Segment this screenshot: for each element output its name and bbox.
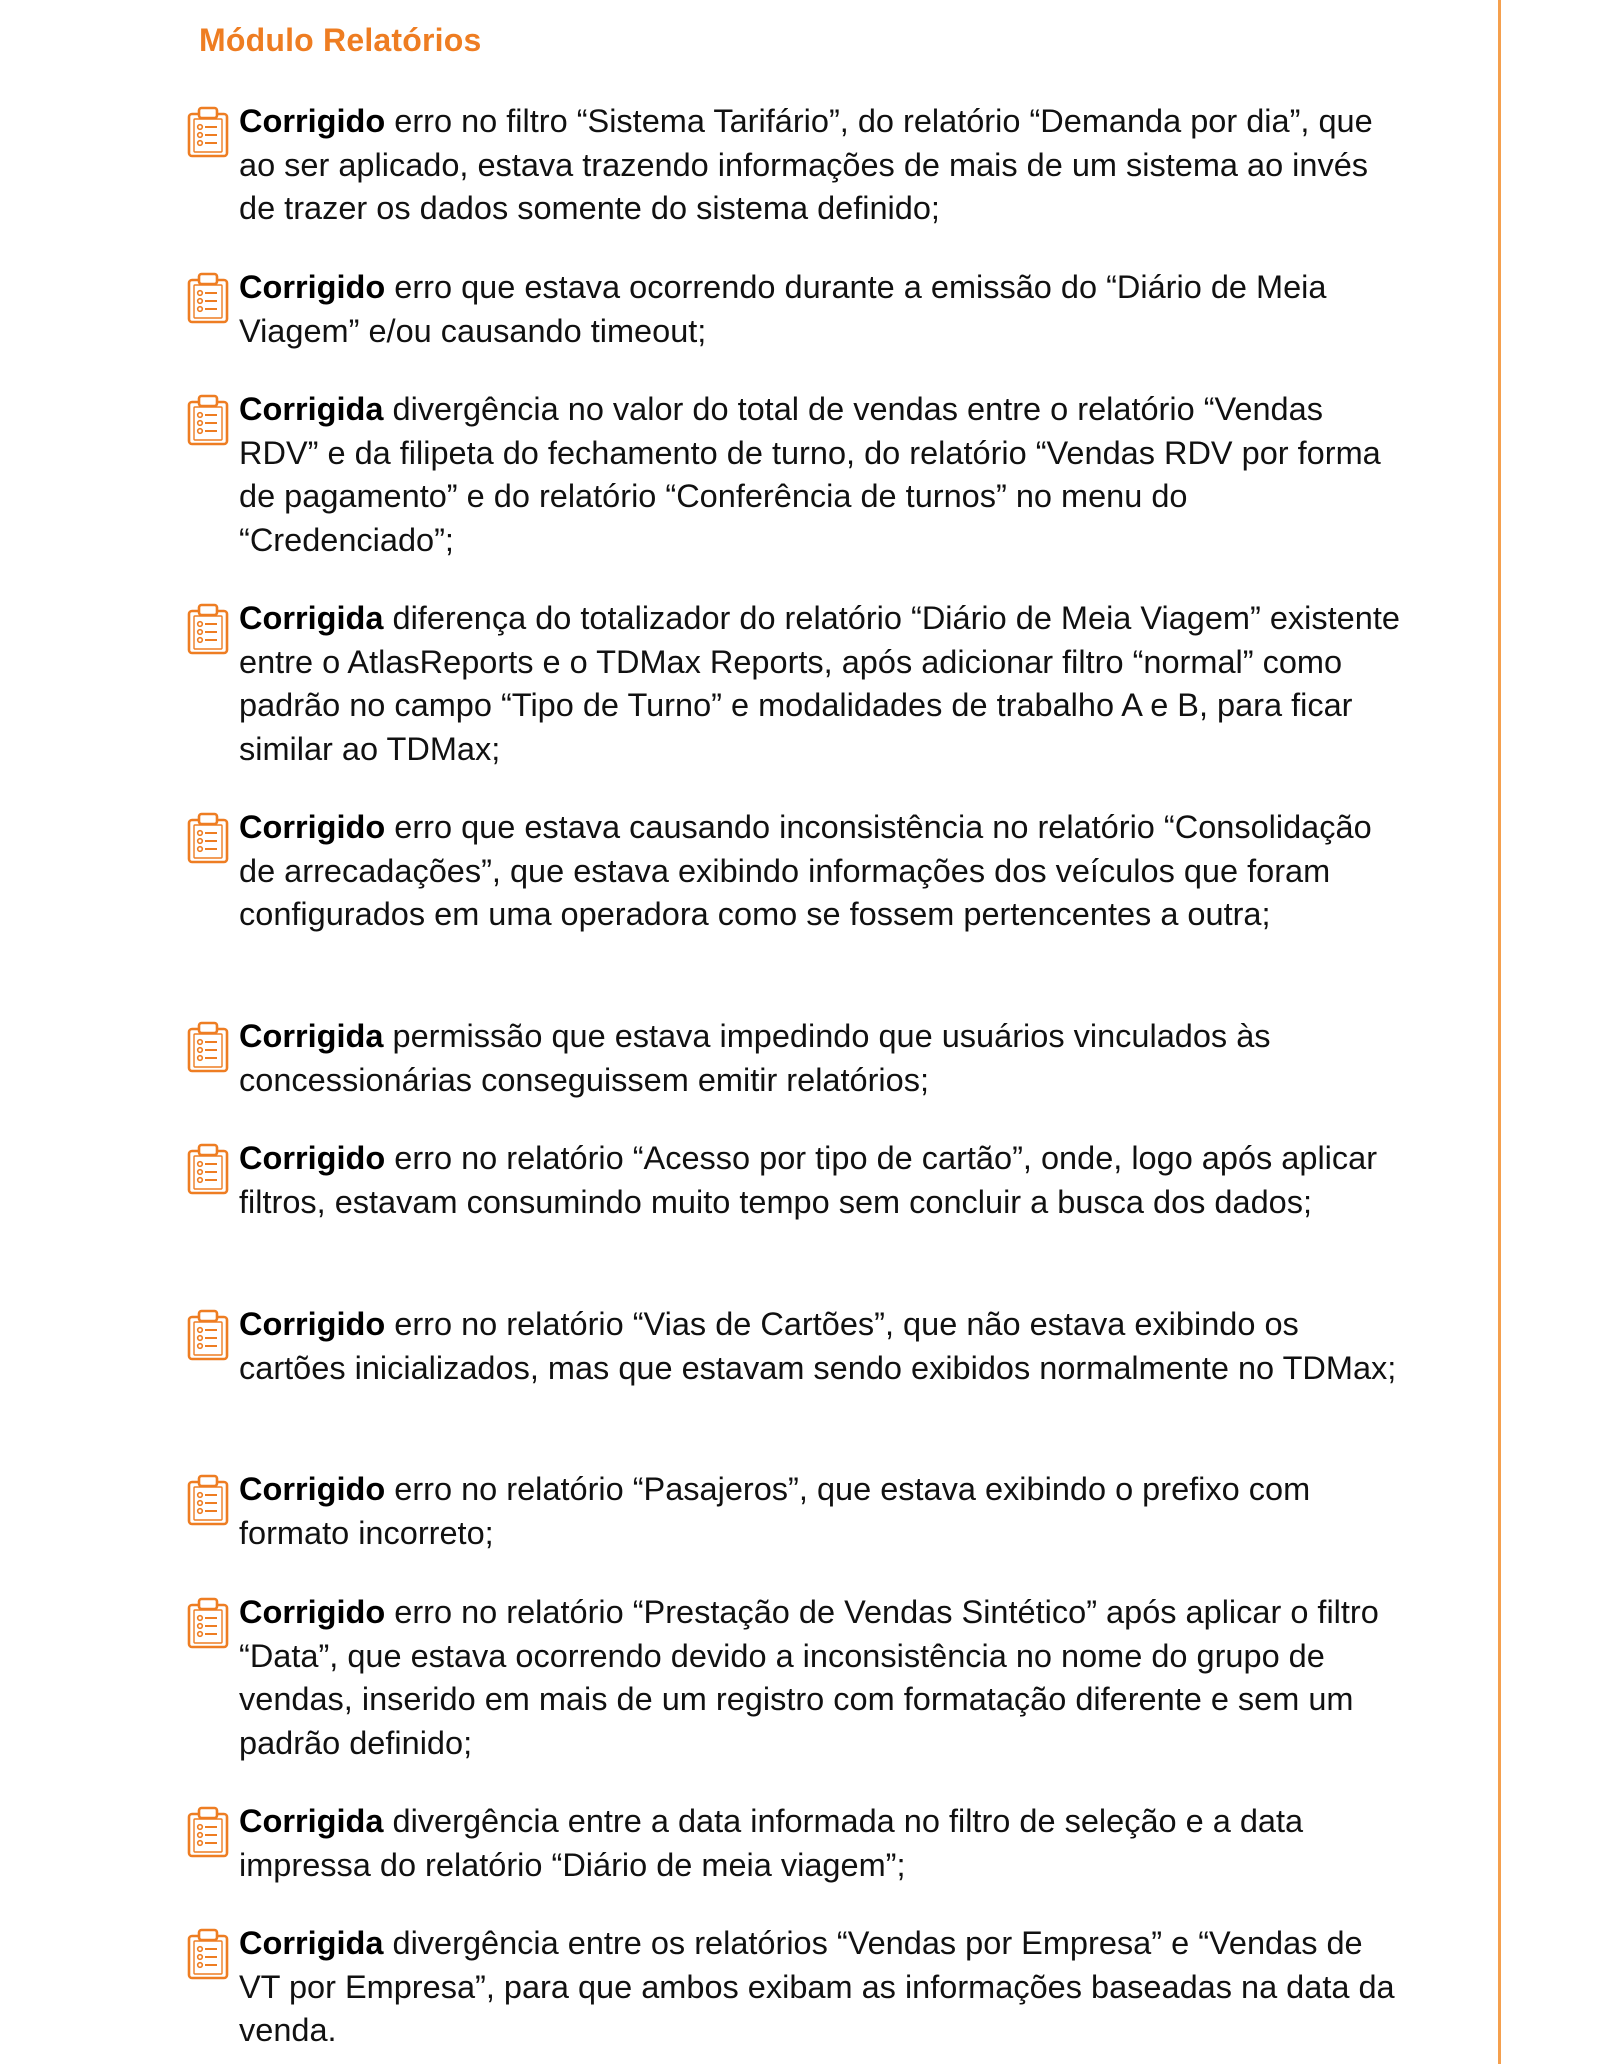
item-body: erro que estava causando inconsistência no relatório “Consolidação de arrecadações”, que estava exibindo informações dos veículos que foram configurados em uma operadora como se fossem pertencentes a outra;	[239, 809, 1372, 932]
clipboard-checklist-icon	[186, 603, 230, 655]
item-lead: Corrigida	[239, 1803, 384, 1839]
item-text	[239, 806, 1411, 937]
item-lead: Corrigida	[239, 391, 384, 427]
clipboard-checklist-icon	[186, 1806, 230, 1858]
item-lead: Corrigida	[239, 1018, 384, 1054]
item-text	[239, 1800, 1411, 1887]
item-body: permissão que estava impedindo que usuários vinculados às concessionárias conseguissem emitir relatórios;	[239, 1018, 1271, 1098]
clipboard-checklist-icon	[186, 812, 230, 864]
item-text	[239, 1015, 1411, 1102]
item-text	[239, 266, 1411, 353]
item-body: erro no relatório “Vias de Cartões”, que não estava exibindo os cartões inicializados, mas que estavam sendo exibidos normalmente no TDMax;	[239, 1306, 1397, 1386]
item-body: erro no filtro “Sistema Tarifário”, do relatório “Demanda por dia”, que ao ser aplicado, estava trazendo informações de mais de um sistema ao invés de trazer os dados somente do sistema definido;	[239, 103, 1373, 226]
item-body: diferença do totalizador do relatório “Diário de Meia Viagem” existente entre o AtlasReports e o TDMax Reports, após adicionar filtro “normal” como padrão no campo “Tipo de Turno” e modalidades de trabalho A e B, para ficar similar ao TDMax;	[239, 600, 1400, 767]
item-text	[239, 1468, 1411, 1555]
item-lead: Corrigida	[239, 600, 384, 636]
item-body: divergência entre a data informada no filtro de seleção e a data impressa do relatório “Diário de meia viagem”;	[239, 1803, 1304, 1883]
item-text	[239, 388, 1411, 562]
clipboard-checklist-icon	[186, 106, 230, 158]
clipboard-checklist-icon	[186, 1309, 230, 1361]
item-lead: Corrigido	[239, 1140, 386, 1176]
item-text	[239, 1303, 1411, 1390]
item-lead: Corrigido	[239, 103, 386, 139]
item-body: erro no relatório “Pasajeros”, que estava exibindo o prefixo com formato incorreto;	[239, 1471, 1311, 1551]
item-lead: Corrigido	[239, 269, 386, 305]
item-text	[239, 100, 1411, 231]
clipboard-checklist-icon	[186, 1021, 230, 1073]
clipboard-checklist-icon	[186, 1597, 230, 1649]
item-text	[239, 1591, 1411, 1765]
item-body: erro no relatório “Prestação de Vendas Sintético” após aplicar o filtro “Data”, que estava ocorrendo devido a inconsistência no nome do grupo de vendas, inserido em mais de um registro com formatação diferente e sem um padrão definido;	[239, 1594, 1379, 1761]
item-lead: Corrigido	[239, 809, 386, 845]
item-text	[239, 1922, 1411, 2053]
item-body: erro que estava ocorrendo durante a emissão do “Diário de Meia Viagem” e/ou causando timeout;	[239, 269, 1327, 349]
item-lead: Corrigido	[239, 1306, 386, 1342]
clipboard-checklist-icon	[186, 1928, 230, 1980]
clipboard-checklist-icon	[186, 1474, 230, 1526]
clipboard-checklist-icon	[186, 394, 230, 446]
item-text	[239, 597, 1411, 771]
item-lead: Corrigido	[239, 1471, 386, 1507]
section-title: Módulo Relatórios	[199, 22, 482, 58]
item-body: divergência no valor do total de vendas entre o relatório “Vendas RDV” e da filipeta do fechamento de turno, do relatório “Vendas RDV por forma de pagamento” e do relatório “Conferência de turnos” no menu do “Credenciado”;	[239, 391, 1381, 558]
item-lead: Corrigido	[239, 1594, 386, 1630]
clipboard-checklist-icon	[186, 1143, 230, 1195]
item-body: erro no relatório “Acesso por tipo de cartão”, onde, logo após aplicar filtros, estavam consumindo muito tempo sem concluir a busca dos dados;	[239, 1140, 1378, 1220]
item-body: divergência entre os relatórios “Vendas por Empresa” e “Vendas de VT por Empresa”, para que ambos exibam as informações baseadas na data da venda.	[239, 1925, 1395, 2048]
item-text	[239, 1137, 1411, 1224]
item-lead: Corrigida	[239, 1925, 384, 1961]
clipboard-checklist-icon	[186, 272, 230, 324]
